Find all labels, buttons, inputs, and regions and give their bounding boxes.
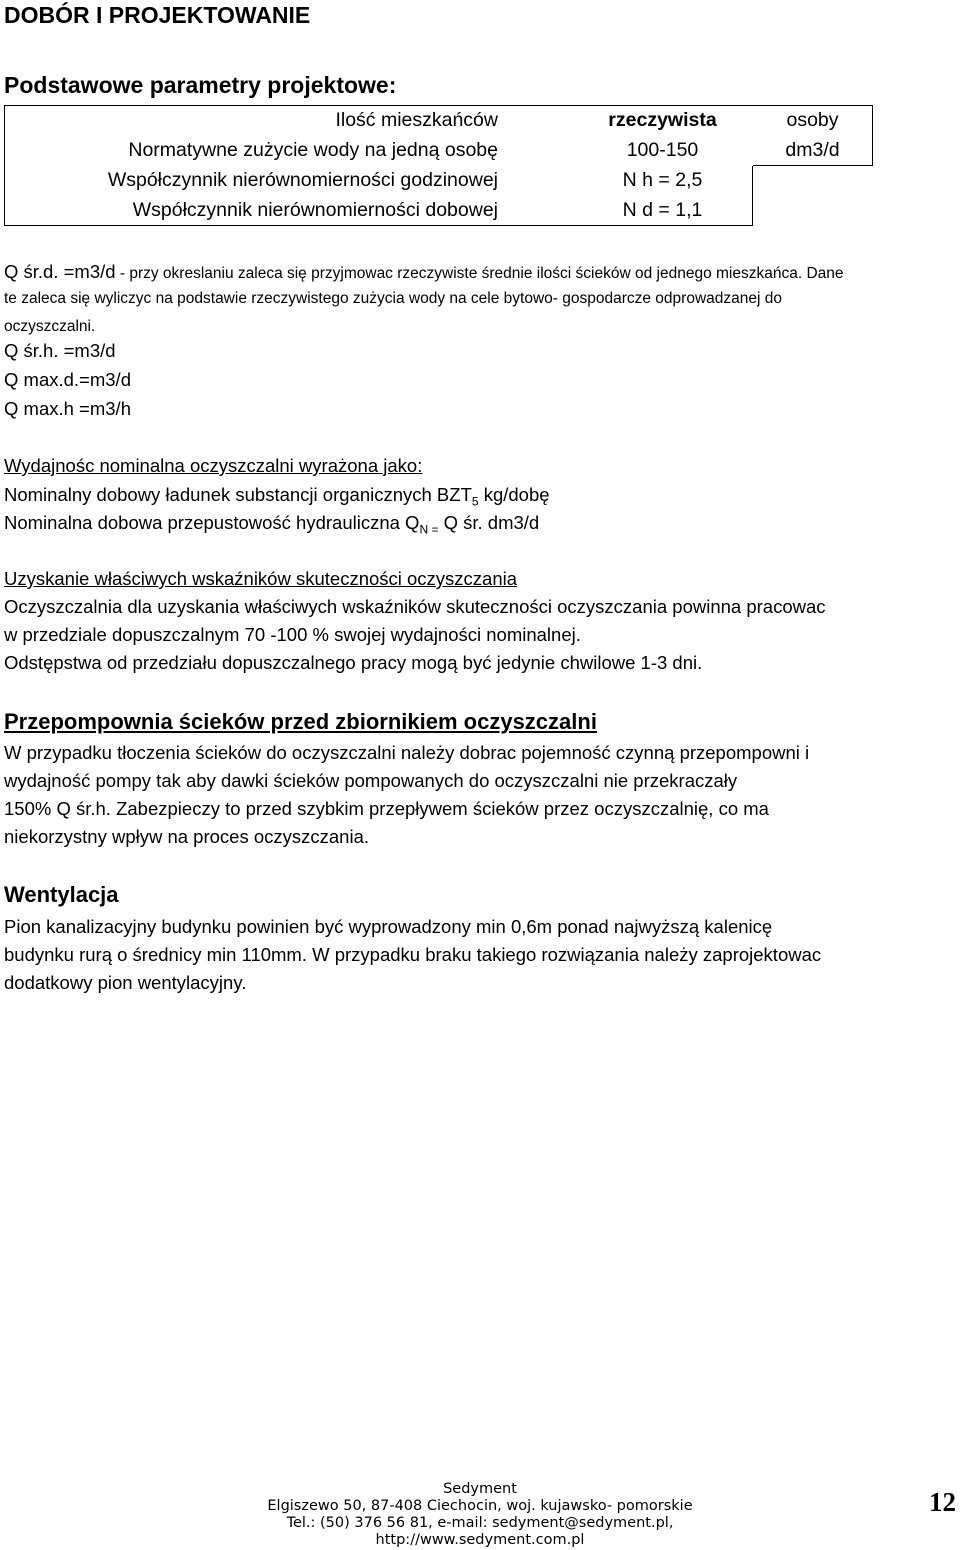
efficiency-line1: Oczyszczalnia dla uzyskania właściwych wskaźników skuteczności oczyszczania powinna pracowac xyxy=(4,596,826,617)
efficiency-heading: Uzyskanie właściwych wskaźników skuteczności oczyszczania xyxy=(4,568,518,589)
pump-heading: Przepompownia ścieków przed zbiornikiem oczyszczalni xyxy=(4,709,597,734)
param-value: N d = 1,1 xyxy=(573,196,753,226)
qsrd-line2: te zaleca się wyliczyc na podstawie rzeczywistego zużycia wody na cele bytowo- gospodarcze odprowadzanej do xyxy=(4,290,782,307)
table-row xyxy=(5,166,873,196)
param-unit xyxy=(753,166,873,196)
param-label: Normatywne zużycie wody na jedną osobę xyxy=(5,136,573,166)
capacity-line2-text: Nominalna dobowa przepustowość hydrauliczna Q xyxy=(4,512,420,533)
efficiency-line3: Odstępstwa od przedziału dopuszczalnego pracy mogą być jedynie chwilowe 1-3 dni. xyxy=(4,652,703,673)
qsrd-symbol: Q śr.d. =m3/d xyxy=(4,261,116,282)
q-max-d: Q max.d.=m3/d xyxy=(4,369,131,390)
pump-line3: 150% Q śr.h. Zabezpieczy to przed szybkim przepływem ścieków przez oczyszczalnię, co ma xyxy=(4,798,769,819)
param-unit xyxy=(753,196,873,226)
page-title: DOBÓR I PROJEKTOWANIE xyxy=(4,2,311,28)
pump-line4: niekorzystny wpływ na proces oczyszczania. xyxy=(4,826,370,847)
param-value: 100-150 xyxy=(573,136,753,166)
table-row xyxy=(5,196,873,226)
params-table xyxy=(4,105,873,226)
param-label: Współczynnik nierównomierności godzinowej xyxy=(5,166,573,196)
capacity-line1-unit: kg/dobę xyxy=(478,484,550,505)
param-label: Współczynnik nierównomierności dobowej xyxy=(5,196,573,226)
param-value: N h = 2,5 xyxy=(573,166,753,196)
footer-contact: Tel.: (50) 376 56 81, e-mail: sedyment@sedyment.pl, xyxy=(286,1515,674,1531)
qn-subscript: N = xyxy=(419,522,439,537)
q-sr-h: Q śr.h. =m3/d xyxy=(4,340,116,361)
table-row xyxy=(5,106,873,136)
footer-website[interactable]: http://www.sedyment.com.pl xyxy=(375,1532,585,1548)
qsrd-line3: oczyszczalni. xyxy=(4,318,96,335)
efficiency-line2: w przedziale dopuszczalnym 70 -100 % swojej wydajności nominalnej. xyxy=(4,624,581,645)
capacity-line1 xyxy=(4,484,550,509)
capacity-line1-text: Nominalny dobowy ładunek substancji organicznych BZT xyxy=(4,484,472,505)
param-label: Ilość mieszkańców xyxy=(5,106,573,136)
page-number: 12 xyxy=(929,1487,956,1517)
footer-address: Elgiszewo 50, 87-408 Ciechocin, woj. kujawsko- pomorskie xyxy=(267,1498,693,1514)
q-max-h: Q max.h =m3/h xyxy=(4,398,131,419)
pump-line2: wydajność pompy tak aby dawki ścieków pompowanych do oczyszczalni nie przekraczały xyxy=(4,770,738,791)
vent-line3: dodatkowy pion wentylacyjny. xyxy=(4,972,247,993)
bzt-subscript: 5 xyxy=(471,494,479,509)
capacity-line2 xyxy=(4,512,539,537)
qsrd-text: - przy okreslaniu zaleca się przyjmowac rzeczywiste średnie ilości ścieków od jednego mieszkańca. Dane xyxy=(115,265,844,282)
vent-line1: Pion kanalizacyjny budynku powinien być wyprowadzony min 0,6m ponad najwyższą kalenicę xyxy=(4,916,773,937)
footer-company: Sedyment xyxy=(443,1481,517,1497)
param-unit: dm3/d xyxy=(753,136,873,166)
vent-heading: Wentylacja xyxy=(4,882,119,907)
capacity-heading: Wydajnośc nominalna oczyszczalni wyrażona jako: xyxy=(4,455,423,476)
param-value: rzeczywista xyxy=(573,106,753,136)
vent-line2: budynku rurą o średnicy min 110mm. W przypadku braku takiego rozwiązania należy zaprojektowac xyxy=(4,944,822,965)
table-row xyxy=(5,136,873,166)
params-heading: Podstawowe parametry projektowe: xyxy=(4,72,397,98)
param-unit: osoby xyxy=(753,106,873,136)
qsrd-line1 xyxy=(4,258,844,288)
pump-line1: W przypadku tłoczenia ścieków do oczyszczalni należy dobrac pojemność czynną przepompowni i xyxy=(4,742,810,763)
capacity-line2-unit: Q śr. dm3/d xyxy=(438,512,540,533)
